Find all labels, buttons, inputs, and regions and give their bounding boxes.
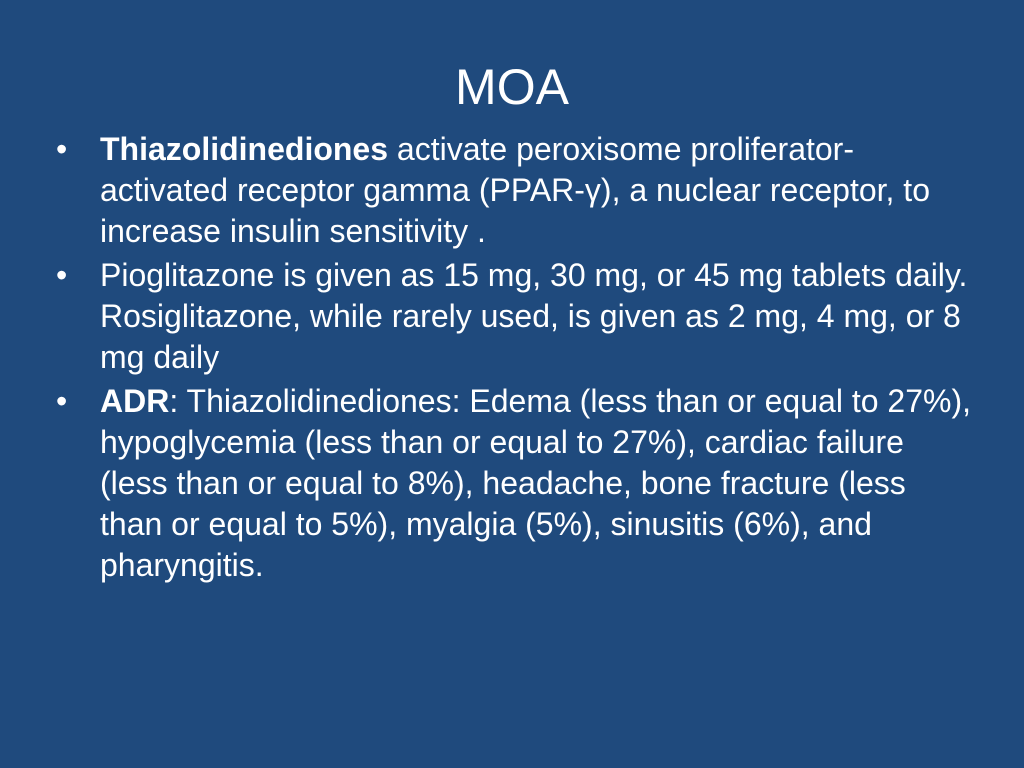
bullet-item-dosing (56, 255, 976, 378)
drug-class-term: Thiazolidinediones (100, 131, 389, 167)
bullet-icon: • (56, 257, 68, 293)
bullet-text: activate peroxisome proliferator-activated receptor gamma (PPAR-γ), a nuclear receptor, to increase insulin sensitivity . (100, 131, 930, 249)
bullet-text: Pioglitazone is given as 15 mg, 30 mg, or 45 mg tablets daily. Rosiglitazone, while rarely used, is given as 2 mg, 4 mg, or 8 mg daily (100, 257, 968, 375)
bullet-icon: • (56, 383, 68, 419)
adr-term: ADR (100, 383, 170, 419)
bullet-list (56, 129, 976, 589)
slide-title: MOA (455, 59, 569, 115)
bullet-icon: • (56, 131, 68, 167)
bullet-text: : Thiazolidinediones: Edema (less than or equal to 27%), hypoglycemia (less than or equal to 27%), cardiac failure (less than or equal to 8%), headache, bone fracture (less than or equal to 5%), myalgia (5%), sinusitis (6%), and pharyngitis. (100, 383, 971, 583)
bullet-item-adr (56, 381, 976, 586)
bullet-item-moa (56, 129, 976, 252)
